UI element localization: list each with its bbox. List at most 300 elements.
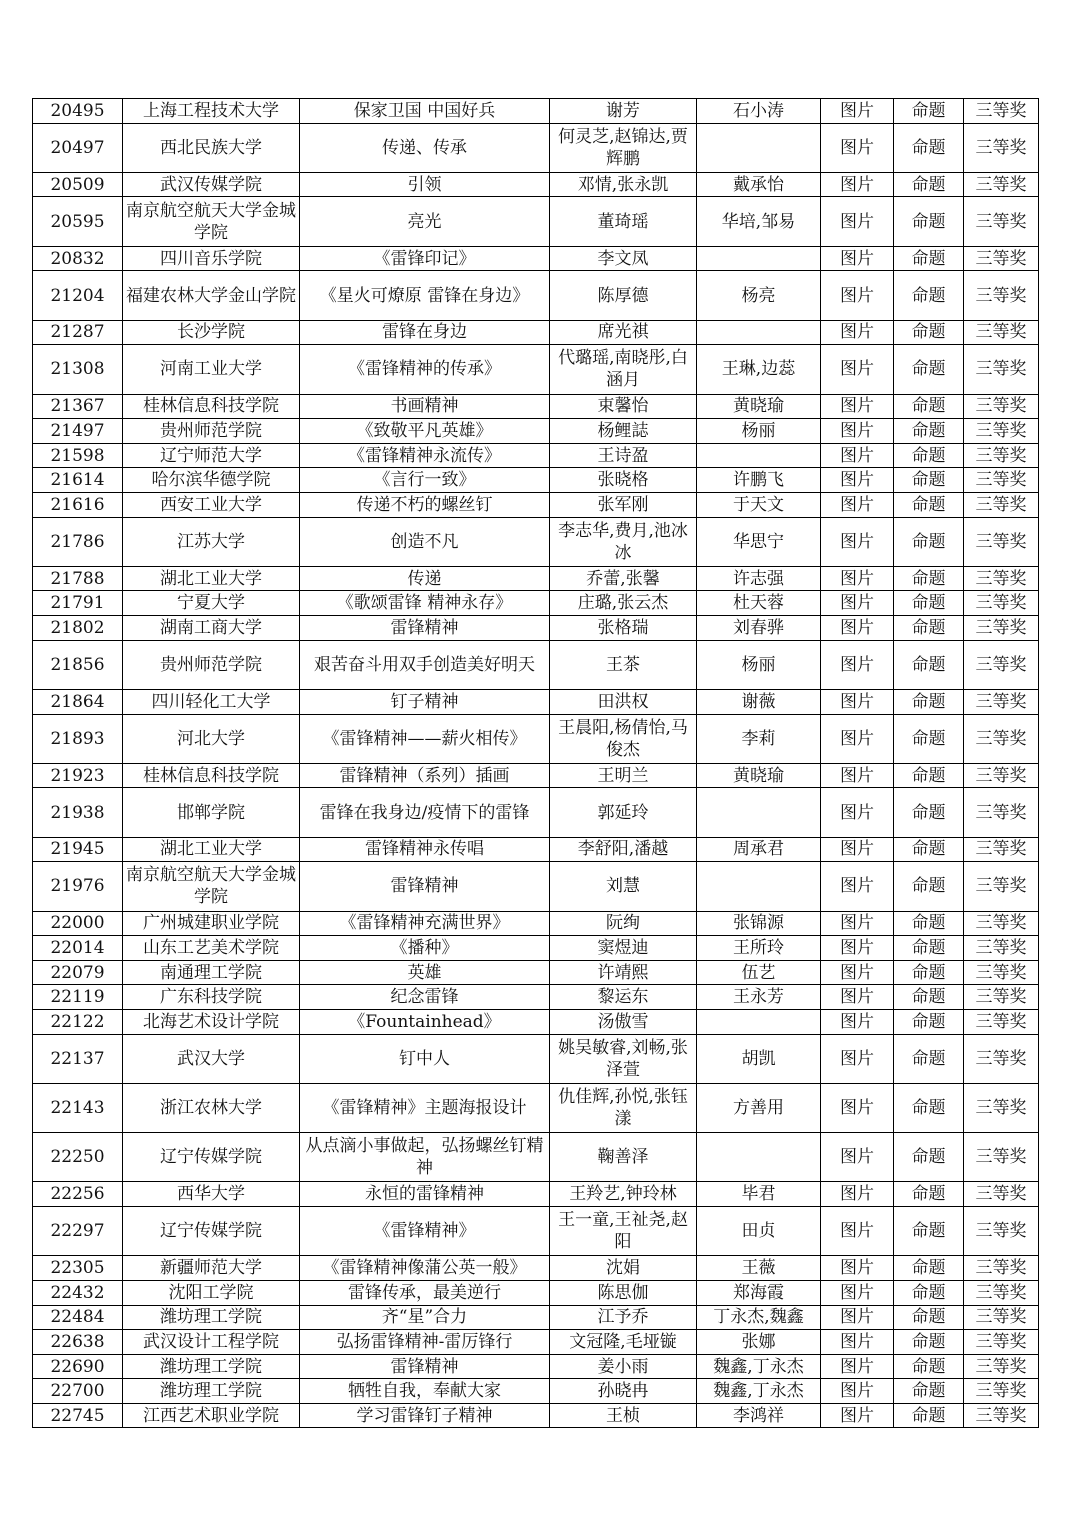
work-title-cell: 雷锋传承，最美逆行 xyxy=(300,1280,550,1305)
school-cell: 北海艺术设计学院 xyxy=(123,1009,300,1034)
category-cell: 图片 xyxy=(821,985,894,1010)
work-title-cell: 亮光 xyxy=(300,197,550,246)
authors-cell: 黎运东 xyxy=(550,985,697,1010)
work-title-cell: 纪念雷锋 xyxy=(300,985,550,1010)
topic-type-cell: 命题 xyxy=(894,1207,964,1256)
authors-cell: 束馨怡 xyxy=(550,394,697,419)
work-title-cell: 雷锋在我身边/疫情下的雷锋 xyxy=(300,788,550,837)
table-row xyxy=(33,689,1039,714)
entry-id-cell: 21614 xyxy=(33,468,123,493)
entry-id-cell: 20832 xyxy=(33,246,123,271)
topic-type-cell: 命题 xyxy=(894,1330,964,1355)
topic-type-cell: 命题 xyxy=(894,1379,964,1404)
table-row xyxy=(33,616,1039,641)
entry-id-cell: 21497 xyxy=(33,419,123,444)
table-row xyxy=(33,936,1039,961)
category-cell: 图片 xyxy=(821,517,894,566)
award-cell: 三等奖 xyxy=(964,640,1039,689)
table-row xyxy=(33,99,1039,124)
authors-cell: 王一童,王祉尧,赵阳 xyxy=(550,1207,697,1256)
entry-id-cell: 22137 xyxy=(33,1034,123,1083)
work-title-cell: 《雷锋精神像蒲公英一般》 xyxy=(300,1256,550,1281)
school-cell: 贵州师范学院 xyxy=(123,640,300,689)
topic-type-cell: 命题 xyxy=(894,1354,964,1379)
authors-cell: 陈厚德 xyxy=(550,271,697,320)
entry-id-cell: 22745 xyxy=(33,1403,123,1428)
authors-cell: 董琦瑶 xyxy=(550,197,697,246)
work-title-cell: 《Fountainhead》 xyxy=(300,1009,550,1034)
award-cell: 三等奖 xyxy=(964,1354,1039,1379)
award-cell: 三等奖 xyxy=(964,1207,1039,1256)
table-row xyxy=(33,566,1039,591)
work-title-cell: 钉中人 xyxy=(300,1034,550,1083)
advisor-cell: 于天文 xyxy=(697,492,821,517)
advisor-cell: 王永芳 xyxy=(697,985,821,1010)
topic-type-cell: 命题 xyxy=(894,492,964,517)
authors-cell: 李舒阳,潘越 xyxy=(550,837,697,862)
award-cell: 三等奖 xyxy=(964,246,1039,271)
topic-type-cell: 命题 xyxy=(894,1034,964,1083)
authors-cell: 孙晓冉 xyxy=(550,1379,697,1404)
category-cell: 图片 xyxy=(821,271,894,320)
authors-cell: 姚吴敏睿,刘畅,张泽萱 xyxy=(550,1034,697,1083)
work-title-cell: 《雷锋精神》 xyxy=(300,1207,550,1256)
work-title-cell: 传递、传承 xyxy=(300,123,550,172)
authors-cell: 文冠隆,毛垭镟 xyxy=(550,1330,697,1355)
advisor-cell: 周承君 xyxy=(697,837,821,862)
category-cell: 图片 xyxy=(821,1354,894,1379)
school-cell: 湖北工业大学 xyxy=(123,566,300,591)
entry-id-cell: 22432 xyxy=(33,1280,123,1305)
work-title-cell: 雷锋精神 xyxy=(300,1354,550,1379)
topic-type-cell: 命题 xyxy=(894,936,964,961)
table-row xyxy=(33,394,1039,419)
authors-cell: 王茶 xyxy=(550,640,697,689)
advisor-cell: 谢薇 xyxy=(697,689,821,714)
table-row xyxy=(33,1009,1039,1034)
advisor-cell: 王薇 xyxy=(697,1256,821,1281)
work-title-cell: 引领 xyxy=(300,172,550,197)
topic-type-cell: 命题 xyxy=(894,591,964,616)
work-title-cell: 《雷锋精神的传承》 xyxy=(300,345,550,394)
school-cell: 新疆师范大学 xyxy=(123,1256,300,1281)
school-cell: 四川轻化工大学 xyxy=(123,689,300,714)
award-cell: 三等奖 xyxy=(964,443,1039,468)
entry-id-cell: 21287 xyxy=(33,320,123,345)
category-cell: 图片 xyxy=(821,1083,894,1132)
entry-id-cell: 21923 xyxy=(33,763,123,788)
category-cell: 图片 xyxy=(821,616,894,641)
table-row xyxy=(33,271,1039,320)
entry-id-cell: 22079 xyxy=(33,960,123,985)
category-cell: 图片 xyxy=(821,960,894,985)
table-row xyxy=(33,1034,1039,1083)
topic-type-cell: 命题 xyxy=(894,1133,964,1182)
advisor-cell: 丁永杰,魏鑫 xyxy=(697,1305,821,1330)
table-row xyxy=(33,1207,1039,1256)
award-cell: 三等奖 xyxy=(964,763,1039,788)
topic-type-cell: 命题 xyxy=(894,1083,964,1132)
school-cell: 贵州师范学院 xyxy=(123,419,300,444)
topic-type-cell: 命题 xyxy=(894,345,964,394)
advisor-cell: 黄晓瑜 xyxy=(697,763,821,788)
table-row xyxy=(33,763,1039,788)
advisor-cell xyxy=(697,443,821,468)
table-row xyxy=(33,1256,1039,1281)
school-cell: 西北民族大学 xyxy=(123,123,300,172)
category-cell: 图片 xyxy=(821,689,894,714)
entry-id-cell: 21945 xyxy=(33,837,123,862)
authors-cell: 李文凤 xyxy=(550,246,697,271)
advisor-cell: 毕君 xyxy=(697,1182,821,1207)
advisor-cell: 张娜 xyxy=(697,1330,821,1355)
work-title-cell: 雷锋精神 xyxy=(300,862,550,911)
award-cell: 三等奖 xyxy=(964,1133,1039,1182)
school-cell: 潍坊理工学院 xyxy=(123,1305,300,1330)
table-row xyxy=(33,1379,1039,1404)
entry-id-cell: 22484 xyxy=(33,1305,123,1330)
school-cell: 长沙学院 xyxy=(123,320,300,345)
category-cell: 图片 xyxy=(821,468,894,493)
work-title-cell: 《言行一致》 xyxy=(300,468,550,493)
table-row xyxy=(33,320,1039,345)
authors-cell: 杨鲤誌 xyxy=(550,419,697,444)
work-title-cell: 保家卫国 中国好兵 xyxy=(300,99,550,124)
award-cell: 三等奖 xyxy=(964,1083,1039,1132)
school-cell: 浙江农林大学 xyxy=(123,1083,300,1132)
authors-cell: 张格瑞 xyxy=(550,616,697,641)
category-cell: 图片 xyxy=(821,1379,894,1404)
work-title-cell: 书画精神 xyxy=(300,394,550,419)
school-cell: 桂林信息科技学院 xyxy=(123,394,300,419)
category-cell: 图片 xyxy=(821,862,894,911)
entry-id-cell: 22638 xyxy=(33,1330,123,1355)
entry-id-cell: 20497 xyxy=(33,123,123,172)
work-title-cell: 《雷锋精神永流传》 xyxy=(300,443,550,468)
topic-type-cell: 命题 xyxy=(894,246,964,271)
table-row xyxy=(33,862,1039,911)
topic-type-cell: 命题 xyxy=(894,763,964,788)
school-cell: 辽宁传媒学院 xyxy=(123,1133,300,1182)
category-cell: 图片 xyxy=(821,1280,894,1305)
table-row xyxy=(33,419,1039,444)
school-cell: 南京航空航天大学金城学院 xyxy=(123,197,300,246)
topic-type-cell: 命题 xyxy=(894,640,964,689)
table-row xyxy=(33,246,1039,271)
advisor-cell: 华培,邹易 xyxy=(697,197,821,246)
school-cell: 南通理工学院 xyxy=(123,960,300,985)
authors-cell: 郭延玲 xyxy=(550,788,697,837)
work-title-cell: 传递 xyxy=(300,566,550,591)
advisor-cell: 杨丽 xyxy=(697,419,821,444)
work-title-cell: 雷锋精神 xyxy=(300,616,550,641)
work-title-cell: 永恒的雷锋精神 xyxy=(300,1182,550,1207)
entry-id-cell: 21598 xyxy=(33,443,123,468)
table-row xyxy=(33,345,1039,394)
award-cell: 三等奖 xyxy=(964,862,1039,911)
topic-type-cell: 命题 xyxy=(894,1256,964,1281)
entry-id-cell: 22305 xyxy=(33,1256,123,1281)
work-title-cell: 《雷锋精神》主题海报设计 xyxy=(300,1083,550,1132)
topic-type-cell: 命题 xyxy=(894,1280,964,1305)
category-cell: 图片 xyxy=(821,788,894,837)
advisor-cell: 华思宁 xyxy=(697,517,821,566)
authors-cell: 席光祺 xyxy=(550,320,697,345)
school-cell: 湖北工业大学 xyxy=(123,837,300,862)
entry-id-cell: 22256 xyxy=(33,1182,123,1207)
work-title-cell: 《播种》 xyxy=(300,936,550,961)
table-row xyxy=(33,1280,1039,1305)
category-cell: 图片 xyxy=(821,591,894,616)
entry-id-cell: 22122 xyxy=(33,1009,123,1034)
authors-cell: 谢芳 xyxy=(550,99,697,124)
table-row xyxy=(33,1083,1039,1132)
advisor-cell xyxy=(697,246,821,271)
authors-cell: 汤傲雪 xyxy=(550,1009,697,1034)
category-cell: 图片 xyxy=(821,197,894,246)
topic-type-cell: 命题 xyxy=(894,99,964,124)
category-cell: 图片 xyxy=(821,443,894,468)
school-cell: 西华大学 xyxy=(123,1182,300,1207)
authors-cell: 李志华,费月,池冰冰 xyxy=(550,517,697,566)
entry-id-cell: 22119 xyxy=(33,985,123,1010)
award-cell: 三等奖 xyxy=(964,566,1039,591)
award-cell: 三等奖 xyxy=(964,345,1039,394)
category-cell: 图片 xyxy=(821,123,894,172)
entry-id-cell: 22000 xyxy=(33,911,123,936)
advisor-cell: 郑海霞 xyxy=(697,1280,821,1305)
school-cell: 哈尔滨华德学院 xyxy=(123,468,300,493)
table-row xyxy=(33,714,1039,763)
table-row xyxy=(33,911,1039,936)
advisor-cell xyxy=(697,1009,821,1034)
advisor-cell: 杜天蓉 xyxy=(697,591,821,616)
entry-id-cell: 21308 xyxy=(33,345,123,394)
topic-type-cell: 命题 xyxy=(894,837,964,862)
topic-type-cell: 命题 xyxy=(894,1182,964,1207)
award-cell: 三等奖 xyxy=(964,1034,1039,1083)
category-cell: 图片 xyxy=(821,1034,894,1083)
work-title-cell: 齐“星”合力 xyxy=(300,1305,550,1330)
table-row xyxy=(33,1403,1039,1428)
topic-type-cell: 命题 xyxy=(894,172,964,197)
category-cell: 图片 xyxy=(821,1133,894,1182)
entry-id-cell: 22143 xyxy=(33,1083,123,1132)
award-cell: 三等奖 xyxy=(964,271,1039,320)
category-cell: 图片 xyxy=(821,99,894,124)
school-cell: 潍坊理工学院 xyxy=(123,1379,300,1404)
award-cell: 三等奖 xyxy=(964,172,1039,197)
award-cell: 三等奖 xyxy=(964,911,1039,936)
topic-type-cell: 命题 xyxy=(894,197,964,246)
topic-type-cell: 命题 xyxy=(894,419,964,444)
award-cell: 三等奖 xyxy=(964,1330,1039,1355)
advisor-cell: 王琳,边蕊 xyxy=(697,345,821,394)
category-cell: 图片 xyxy=(821,837,894,862)
authors-cell: 代璐瑶,南晓彤,白涵月 xyxy=(550,345,697,394)
advisor-cell: 黄晓瑜 xyxy=(697,394,821,419)
authors-cell: 王晨阳,杨倩怡,马俊杰 xyxy=(550,714,697,763)
award-cell: 三等奖 xyxy=(964,99,1039,124)
award-cell: 三等奖 xyxy=(964,689,1039,714)
award-cell: 三等奖 xyxy=(964,197,1039,246)
topic-type-cell: 命题 xyxy=(894,689,964,714)
authors-cell: 仇佳辉,孙悦,张钰漾 xyxy=(550,1083,697,1132)
topic-type-cell: 命题 xyxy=(894,911,964,936)
award-cell: 三等奖 xyxy=(964,591,1039,616)
advisor-cell: 张锦源 xyxy=(697,911,821,936)
award-cell: 三等奖 xyxy=(964,1182,1039,1207)
work-title-cell: 创造不凡 xyxy=(300,517,550,566)
topic-type-cell: 命题 xyxy=(894,985,964,1010)
advisor-cell: 许鹏飞 xyxy=(697,468,821,493)
entry-id-cell: 20595 xyxy=(33,197,123,246)
table-row xyxy=(33,1182,1039,1207)
work-title-cell: 牺牲自我，奉献大家 xyxy=(300,1379,550,1404)
table-row xyxy=(33,837,1039,862)
category-cell: 图片 xyxy=(821,911,894,936)
authors-cell: 窦煜迪 xyxy=(550,936,697,961)
category-cell: 图片 xyxy=(821,1305,894,1330)
table-row xyxy=(33,788,1039,837)
table-row xyxy=(33,591,1039,616)
advisor-cell: 王所玲 xyxy=(697,936,821,961)
topic-type-cell: 命题 xyxy=(894,123,964,172)
award-cell: 三等奖 xyxy=(964,1379,1039,1404)
advisor-cell xyxy=(697,862,821,911)
category-cell: 图片 xyxy=(821,566,894,591)
category-cell: 图片 xyxy=(821,419,894,444)
authors-cell: 乔蕾,张馨 xyxy=(550,566,697,591)
entry-id-cell: 20495 xyxy=(33,99,123,124)
category-cell: 图片 xyxy=(821,763,894,788)
table-row xyxy=(33,197,1039,246)
work-title-cell: 弘扬雷锋精神-雷厉锋行 xyxy=(300,1330,550,1355)
work-title-cell: 英雄 xyxy=(300,960,550,985)
award-cell: 三等奖 xyxy=(964,123,1039,172)
advisor-cell: 李鸿祥 xyxy=(697,1403,821,1428)
school-cell: 邯郸学院 xyxy=(123,788,300,837)
entry-id-cell: 21893 xyxy=(33,714,123,763)
work-title-cell: 《雷锋精神充满世界》 xyxy=(300,911,550,936)
category-cell: 图片 xyxy=(821,394,894,419)
work-title-cell: 艰苦奋斗用双手创造美好明天 xyxy=(300,640,550,689)
work-title-cell: 传递不朽的螺丝钉 xyxy=(300,492,550,517)
entry-id-cell: 22014 xyxy=(33,936,123,961)
entry-id-cell: 22690 xyxy=(33,1354,123,1379)
award-cell: 三等奖 xyxy=(964,960,1039,985)
category-cell: 图片 xyxy=(821,492,894,517)
table-row xyxy=(33,1330,1039,1355)
entry-id-cell: 21938 xyxy=(33,788,123,837)
school-cell: 南京航空航天大学金城学院 xyxy=(123,862,300,911)
school-cell: 辽宁师范大学 xyxy=(123,443,300,468)
authors-cell: 沈娟 xyxy=(550,1256,697,1281)
award-cell: 三等奖 xyxy=(964,1403,1039,1428)
advisor-cell: 方善用 xyxy=(697,1083,821,1132)
school-cell: 河北大学 xyxy=(123,714,300,763)
school-cell: 广东科技学院 xyxy=(123,985,300,1010)
entry-id-cell: 22250 xyxy=(33,1133,123,1182)
topic-type-cell: 命题 xyxy=(894,714,964,763)
school-cell: 河南工业大学 xyxy=(123,345,300,394)
advisor-cell: 伍艺 xyxy=(697,960,821,985)
authors-cell: 许靖熙 xyxy=(550,960,697,985)
entry-id-cell: 21864 xyxy=(33,689,123,714)
work-title-cell: 《致敬平凡英雄》 xyxy=(300,419,550,444)
award-cell: 三等奖 xyxy=(964,394,1039,419)
award-cell: 三等奖 xyxy=(964,1305,1039,1330)
entry-id-cell: 21616 xyxy=(33,492,123,517)
work-title-cell: 从点滴小事做起，弘扬螺丝钉精神 xyxy=(300,1133,550,1182)
award-cell: 三等奖 xyxy=(964,936,1039,961)
entry-id-cell: 21367 xyxy=(33,394,123,419)
authors-cell: 张晓格 xyxy=(550,468,697,493)
category-cell: 图片 xyxy=(821,936,894,961)
authors-cell: 王诗盈 xyxy=(550,443,697,468)
work-title-cell: 雷锋在身边 xyxy=(300,320,550,345)
authors-cell: 陈思伽 xyxy=(550,1280,697,1305)
advisor-cell: 戴承怡 xyxy=(697,172,821,197)
advisor-cell xyxy=(697,123,821,172)
award-cell: 三等奖 xyxy=(964,320,1039,345)
school-cell: 四川音乐学院 xyxy=(123,246,300,271)
award-cell: 三等奖 xyxy=(964,1280,1039,1305)
school-cell: 武汉传媒学院 xyxy=(123,172,300,197)
school-cell: 江西艺术职业学院 xyxy=(123,1403,300,1428)
school-cell: 湖南工商大学 xyxy=(123,616,300,641)
topic-type-cell: 命题 xyxy=(894,443,964,468)
table-row xyxy=(33,172,1039,197)
award-cell: 三等奖 xyxy=(964,985,1039,1010)
authors-cell: 阮绚 xyxy=(550,911,697,936)
award-cell: 三等奖 xyxy=(964,616,1039,641)
work-title-cell: 《雷锋精神——薪火相传》 xyxy=(300,714,550,763)
advisor-cell: 魏鑫,丁永杰 xyxy=(697,1354,821,1379)
table-row xyxy=(33,1305,1039,1330)
category-cell: 图片 xyxy=(821,1009,894,1034)
advisor-cell: 刘春骅 xyxy=(697,616,821,641)
school-cell: 江苏大学 xyxy=(123,517,300,566)
work-title-cell: 钉子精神 xyxy=(300,689,550,714)
award-cell: 三等奖 xyxy=(964,714,1039,763)
authors-cell: 王羚艺,钟玲林 xyxy=(550,1182,697,1207)
authors-cell: 江予乔 xyxy=(550,1305,697,1330)
school-cell: 武汉大学 xyxy=(123,1034,300,1083)
school-cell: 福建农林大学金山学院 xyxy=(123,271,300,320)
entry-id-cell: 21788 xyxy=(33,566,123,591)
work-title-cell: 雷锋精神（系列）插画 xyxy=(300,763,550,788)
authors-cell: 何灵芝,赵锦达,贾辉鹏 xyxy=(550,123,697,172)
topic-type-cell: 命题 xyxy=(894,960,964,985)
table-row xyxy=(33,985,1039,1010)
entry-id-cell: 22700 xyxy=(33,1379,123,1404)
advisor-cell: 胡凯 xyxy=(697,1034,821,1083)
entry-id-cell: 21976 xyxy=(33,862,123,911)
table-row xyxy=(33,443,1039,468)
table-row xyxy=(33,123,1039,172)
topic-type-cell: 命题 xyxy=(894,616,964,641)
school-cell: 山东工艺美术学院 xyxy=(123,936,300,961)
table-row xyxy=(33,492,1039,517)
advisor-cell: 魏鑫,丁永杰 xyxy=(697,1379,821,1404)
category-cell: 图片 xyxy=(821,246,894,271)
school-cell: 潍坊理工学院 xyxy=(123,1354,300,1379)
advisor-cell: 许志强 xyxy=(697,566,821,591)
work-title-cell: 《雷锋印记》 xyxy=(300,246,550,271)
category-cell: 图片 xyxy=(821,714,894,763)
work-title-cell: 雷锋精神永传唱 xyxy=(300,837,550,862)
